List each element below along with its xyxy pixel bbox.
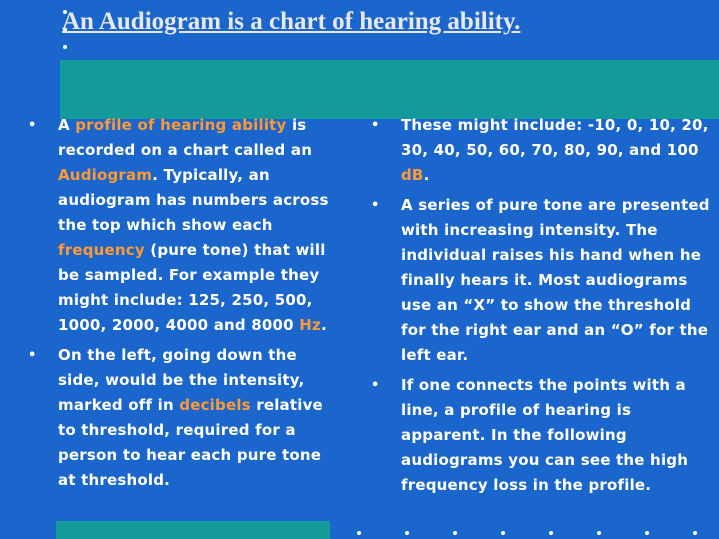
list-item (28, 343, 340, 493)
list-item (371, 373, 719, 498)
item-text: These might include: -10, 0, 10, 20, 30, 40, 50, 60, 70, 80, 90, and 100 (401, 116, 709, 159)
item-text: . Typically, an audiogram has numbers across the top which show each (58, 166, 329, 234)
bullet-icon: • (371, 118, 380, 133)
bullet-icon: • (371, 378, 380, 393)
decorative-dot (357, 531, 361, 535)
highlight-term: Hz (299, 316, 321, 334)
item-text: is recorded on a chart called an (58, 116, 313, 159)
bullet-icon: • (28, 118, 37, 133)
list-item (371, 193, 719, 368)
decorative-dot (453, 531, 457, 535)
bullet-icon: • (371, 198, 380, 213)
list-item (371, 113, 719, 188)
decorative-band-top (60, 60, 719, 119)
item-text: A (58, 116, 76, 134)
decorative-dot (693, 531, 697, 535)
item-text: . (423, 166, 430, 184)
decorative-dot (549, 531, 553, 535)
bullet-icon: • (28, 348, 37, 363)
decorative-dot (63, 45, 67, 49)
decorative-dot (597, 531, 601, 535)
item-text: . (320, 316, 327, 334)
decorative-dot (405, 531, 409, 535)
item-text: (pure tone) that will be sampled. For example they might include: 125, 250, 500, 1000, 2000, 4000 and 8000 (58, 241, 326, 334)
item-text: If one connects the points with a line, a profile of hearing is apparent. In the following audiograms you can see the high frequency loss in the profile. (401, 376, 689, 494)
slide-title: An Audiogram is a chart of hearing ability. (62, 8, 521, 35)
highlight-term: decibels (179, 396, 251, 414)
decorative-dot (501, 531, 505, 535)
right-column (371, 113, 719, 503)
decorative-band-bottom (56, 521, 330, 539)
highlight-term: dB (401, 166, 424, 184)
item-text: On the left, going down the side, would be the intensity, marked off in (58, 346, 305, 414)
item-text: A series of pure tone are presented with increasing intensity. The individual raises his hand when he finally hears it. Most audiograms use an “X” to show the threshold for the right ear and an “O” for the left ear. (401, 196, 710, 364)
highlight-term: profile of hearing ability (75, 116, 287, 134)
left-column (28, 113, 340, 498)
highlight-term: Audiogram (58, 166, 153, 184)
list-item (28, 113, 340, 338)
item-text: relative to threshold, required for a person to hear each pure tone at threshold. (58, 396, 323, 489)
highlight-term: frequency (58, 241, 145, 259)
decorative-dot (645, 531, 649, 535)
